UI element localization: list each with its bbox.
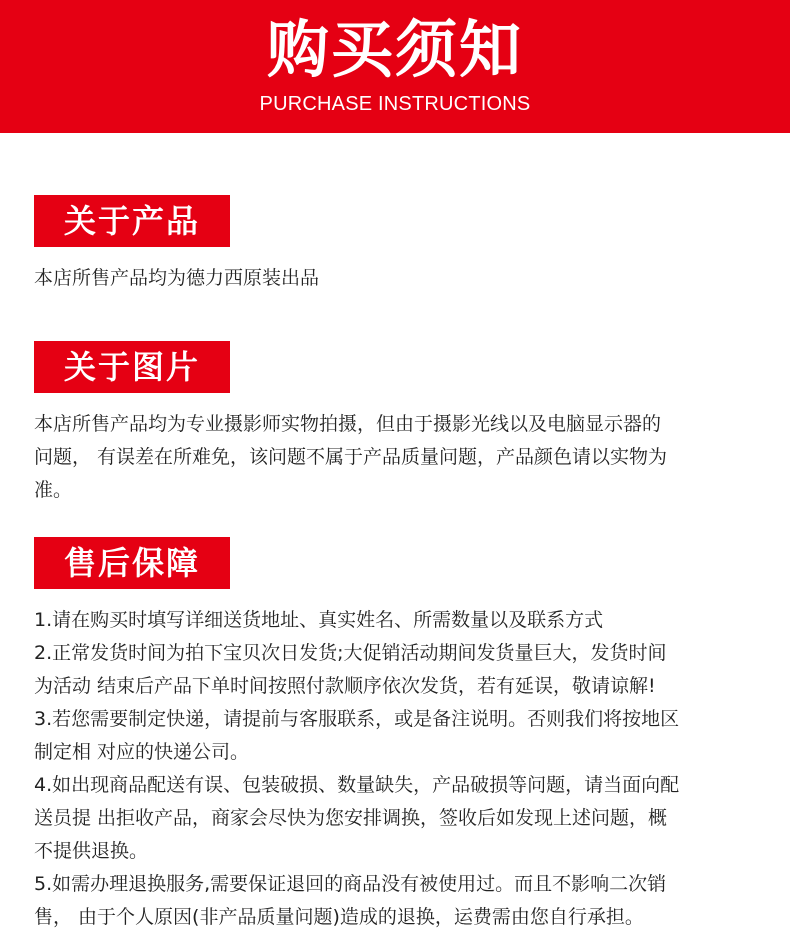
text-line: 准。 <box>34 479 73 501</box>
header-banner <box>0 0 790 133</box>
section-heading-after-sales: 售后保障 <box>34 537 230 589</box>
section-body-images <box>34 408 764 507</box>
text-line: 3.若您需要制定快递，请提前与客服联系，或是备注说明。否则我们将按地区 <box>34 708 680 730</box>
text-line: 不提供退换。 <box>34 840 149 862</box>
section-body-after-sales <box>34 604 764 934</box>
text-line: 本店所售产品均为专业摄影师实物拍摄，但由于摄影光线以及电脑显示器的 <box>34 413 662 435</box>
section-heading-images: 关于图片 <box>34 341 230 393</box>
text-line: 1.请在购买时填写详细送货地址、真实姓名、所需数量以及联系方式 <box>34 609 604 631</box>
section-heading-product: 关于产品 <box>34 195 230 247</box>
text-line: 制定相 对应的快递公司。 <box>34 741 250 763</box>
text-line: 为活动 结束后产品下单时间按照付款顺序依次发货，若有延误，敬请谅解! <box>34 675 656 697</box>
text-line: 本店所售产品均为德力西原装出品 <box>34 267 320 289</box>
text-line: 2.正常发货时间为拍下宝贝次日发货;大促销活动期间发货量巨大，发货时间 <box>34 642 667 664</box>
page-subtitle: PURCHASE INSTRUCTIONS <box>259 93 531 115</box>
text-line: 问题， 有误差在所难免，该问题不属于产品质量问题，产品颜色请以实物为 <box>34 446 668 468</box>
text-line: 4.如出现商品配送有误、包装破损、数量缺失，产品破损等问题，请当面向配 <box>34 774 680 796</box>
page-title: 购买须知 <box>266 13 523 86</box>
text-line: 5.如需办理退换服务,需要保证退回的商品没有被使用过。而且不影响二次销 <box>34 873 667 895</box>
text-line: 售， 由于个人原因(非产品质量问题)造成的退换，运费需由您自行承担。 <box>34 906 644 928</box>
section-body-product <box>34 262 764 295</box>
text-line: 送员提 出拒收产品，商家会尽快为您安排调换，签收后如发现上述问题，概 <box>34 807 668 829</box>
